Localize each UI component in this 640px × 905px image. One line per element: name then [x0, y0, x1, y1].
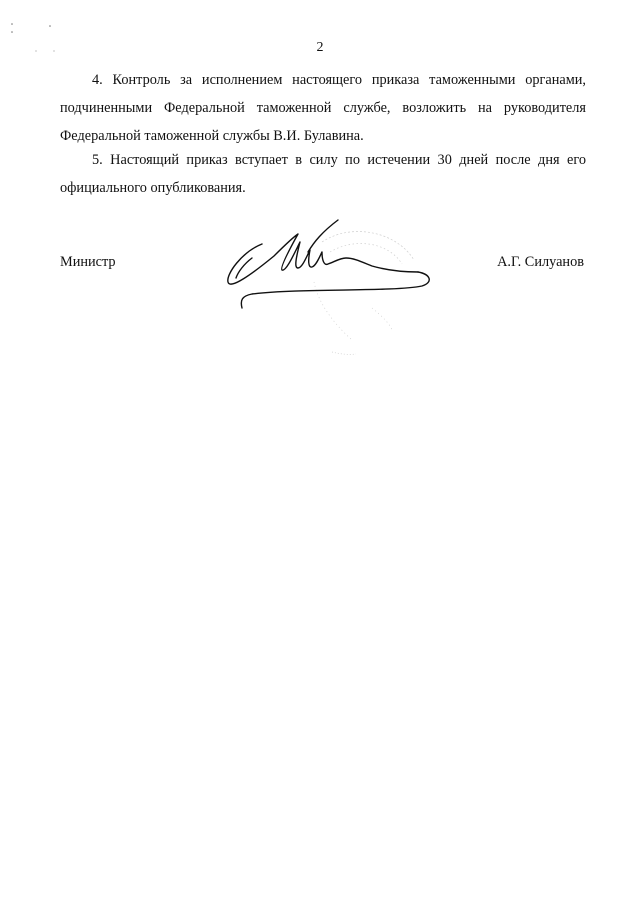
- handwritten-signature: [222, 212, 442, 362]
- paragraph-line: Федеральной таможенной службы В.И. Булавина.: [60, 128, 364, 144]
- stamp-impression: [314, 232, 414, 355]
- signatory-position: Министр: [60, 254, 116, 270]
- paragraph-line: 4. Контроль за исполнением настоящего приказа таможенными органами,: [92, 72, 586, 88]
- signatory-name: А.Г. Силуанов: [497, 254, 584, 270]
- paragraph-line: подчиненными Федеральной таможенной службе, возложить на руководителя: [60, 100, 586, 116]
- paragraph-5: [60, 146, 586, 202]
- paragraph-line: 5. Настоящий приказ вступает в силу по истечении 30 дней после дня его: [92, 152, 586, 168]
- paragraph-4: [60, 66, 586, 150]
- paragraph-line: официального опубликования.: [60, 180, 246, 196]
- page-number: 2: [316, 40, 324, 55]
